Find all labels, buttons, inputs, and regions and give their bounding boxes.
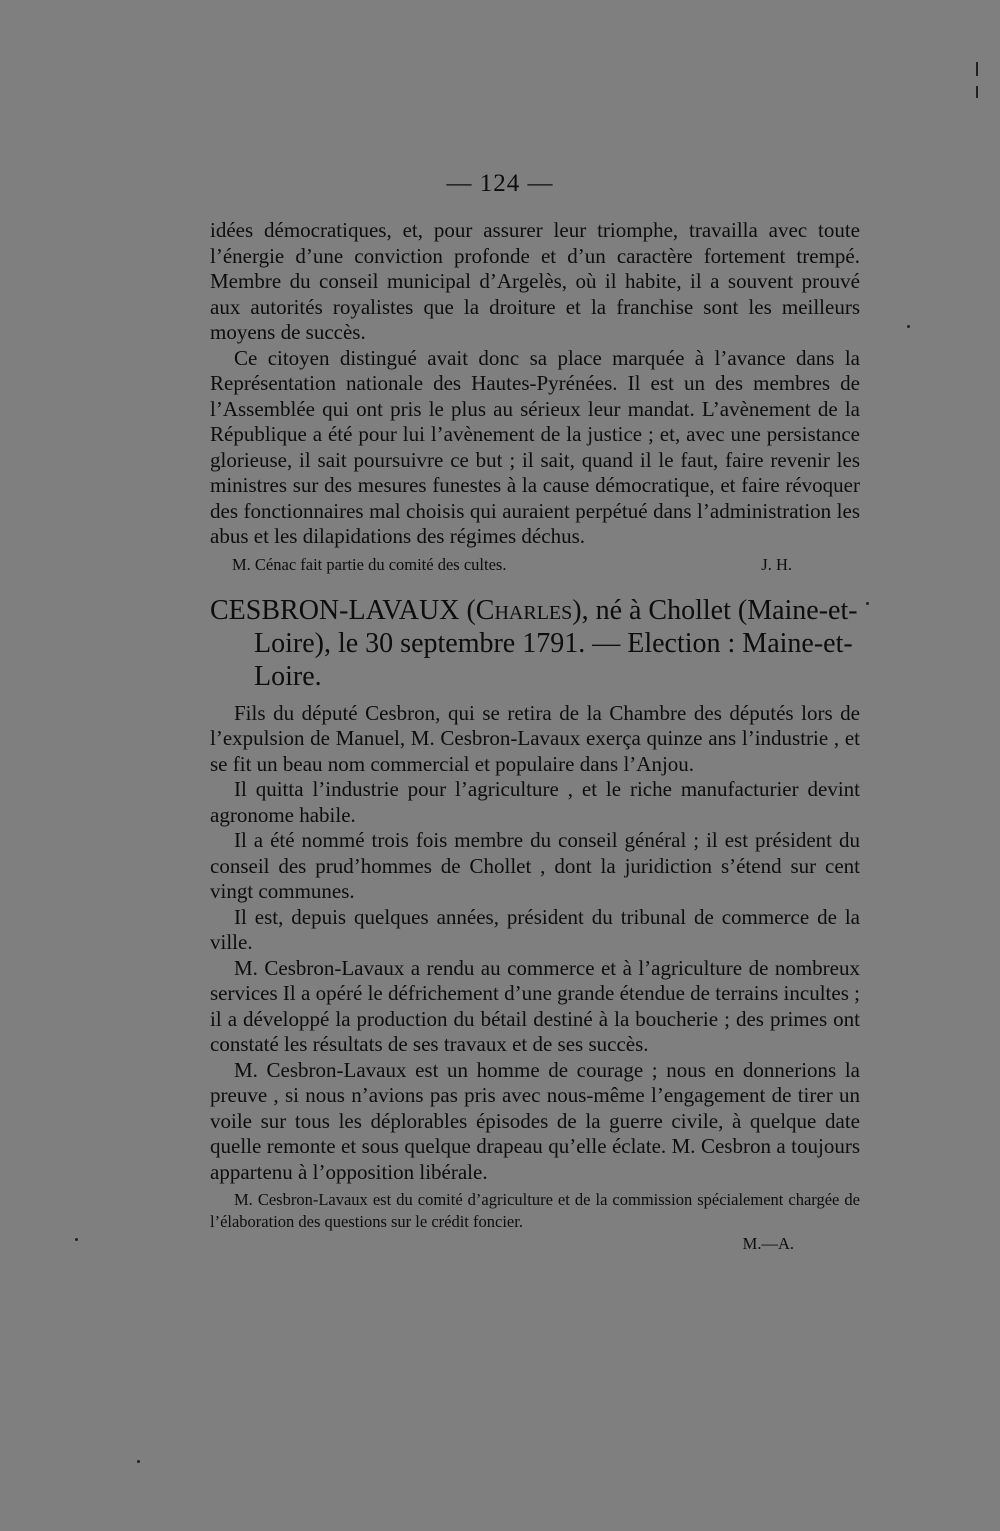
paragraph: Il quitta l’industrie pour l’agriculture , et le riche manufacturier devint agronome habile. [210,777,860,827]
member-note: M. Cesbron-Lavaux est du comité d’agriculture et de la commission spécialement chargée de l’élaboration des questions sur le crédit foncier. [210,1190,860,1231]
note-text: M. Cénac fait partie du comité des cultes. [232,554,507,574]
paragraph: Il est, depuis quelques années, président du tribunal de commerce de la ville. [210,904,860,954]
paragraph: Fils du député Cesbron, qui se retira de la Chambre des députés lors de l’expulsion de Manuel, M. Cesbron-Lavaux exerça quinze ans l’industrie , et se fit un beau nom commercial et populaire dans l’Anjou. [210,700,860,776]
paragraph: M. Cesbron-Lavaux a rendu au commerce et à l’agriculture de nombreux services Il a opéré le défrichement d’une grande étendue de terrains incultes ; il a développé la production du bétail destiné à la boucherie ; des primes ont constaté les résultats de ses travaux et de ses succès. [210,955,860,1056]
author-signature: J. H. [761,554,792,574]
entry-heading [210,594,860,693]
paragraph: idées démocratiques, et, pour assurer leur triomphe, travailla avec toute l’énergie d’une conviction profonde et d’un caractère fortement trempé. Membre du conseil municipal d’Argelès, où il habite, il a souvent prouvé aux autorités royalistes que la droiture et la franchise sont les meilleurs moyens de succès. [210,218,860,344]
ink-speck [75,1238,78,1241]
ink-speck [866,602,869,605]
entry-first-name: (Charles), [466,594,589,626]
margin-mark [976,86,978,98]
ink-speck [907,325,910,328]
margin-mark [976,62,978,76]
entry-details: né à Chollet (Maine-et-Loire), le 30 septembre 1791. — Election : Maine-et-Loire. [254,594,858,692]
member-note [210,554,860,576]
signature-row [210,1233,860,1255]
entry-name: CESBRON-LAVAUX [210,594,460,626]
page-number: — 124 — [446,170,554,197]
paragraph: M. Cesbron-Lavaux est un homme de courage ; nous en donnerions la preuve , si nous n’avions pas pris avec nous-même l’engagement de tirer un voile sur tous les déplorables épisodes de la guerre civile, à quelque date quelle remonte et sous quelque drapeau qu’elle éclate. M. Cesbron a toujours appartenu à l’opposition libérale. [210,1057,860,1184]
paragraph: Ce citoyen distingué avait donc sa place marquée à l’avance dans la Représentation nationale des Hautes-Pyrénées. Il est un des membres de l’Assemblée qui ont pris le plus au sérieux leur mandat. L’avènement de la République a été pour lui l’avènement de la justice ; et, avec une persistance glorieuse, il sait poursuivre ce but ; il sait, quand il le faut, faire revenir les ministres sur des mesures funestes à la cause démocratique, et faire révoquer des fonctionnaires mal choisis qui auraient perpétué dans l’administration les abus et les dilapidations des régimes déchus. [210,345,860,548]
ink-speck [137,1460,140,1463]
paragraph: Il a été nommé trois fois membre du conseil général ; il est président du conseil des prud’hommes de Chollet , dont la juridiction s’étend sur cent vingt communes. [210,828,860,903]
author-signature: M.—A. [742,1234,794,1253]
text-column [210,218,860,1255]
